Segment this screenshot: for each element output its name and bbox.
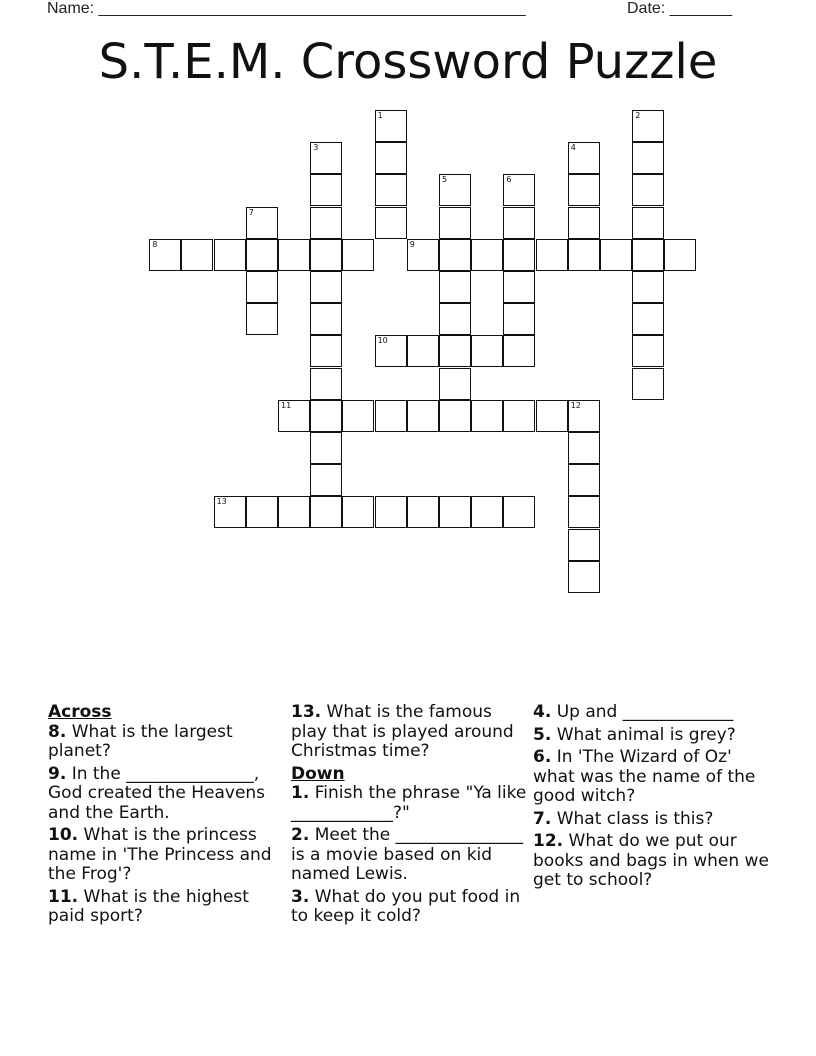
clues-column-3 — [533, 703, 778, 894]
grid-cell[interactable] — [214, 239, 246, 271]
grid-cell[interactable] — [568, 239, 600, 271]
grid-cell[interactable] — [407, 239, 439, 271]
grid-cell[interactable] — [342, 496, 374, 528]
grid-cell[interactable] — [664, 239, 696, 271]
clue-down-4: 4. Up and _____________ — [533, 702, 734, 722]
grid-cell[interactable] — [439, 271, 471, 303]
grid-cell[interactable] — [503, 239, 535, 271]
cell-number: 3 — [313, 143, 319, 153]
clues-column-2 — [291, 703, 527, 930]
cell-number: 5 — [442, 175, 448, 185]
grid-cell[interactable] — [375, 142, 407, 174]
cell-number: 10 — [377, 336, 388, 346]
grid-cell[interactable] — [632, 239, 664, 271]
grid-cell[interactable] — [375, 400, 407, 432]
cell-number: 6 — [506, 175, 512, 185]
grid-cell[interactable] — [568, 432, 600, 464]
clue-across-8: 8. What is the largest planet? — [48, 721, 233, 761]
grid-cell[interactable] — [246, 303, 278, 335]
grid-cell[interactable] — [568, 561, 600, 593]
grid-cell[interactable] — [278, 496, 310, 528]
clue-down-6: 6. In 'The Wizard of Oz' what was the name of the good witch? — [533, 747, 756, 806]
grid-cell[interactable] — [375, 207, 407, 239]
grid-cell[interactable] — [181, 239, 213, 271]
clues-column-1 — [48, 703, 284, 930]
name-field-label: Name: ________________________________________________ — [47, 0, 526, 17]
grid-cell[interactable] — [407, 400, 439, 432]
grid-cell[interactable] — [246, 496, 278, 528]
grid-cell[interactable] — [375, 496, 407, 528]
grid-cell[interactable] — [246, 271, 278, 303]
grid-cell[interactable] — [632, 303, 664, 335]
grid-cell[interactable] — [278, 400, 310, 432]
grid-cell[interactable] — [503, 496, 535, 528]
grid-cell[interactable] — [439, 303, 471, 335]
grid-cell[interactable] — [568, 464, 600, 496]
grid-cell[interactable] — [600, 239, 632, 271]
grid-cell[interactable] — [375, 335, 407, 367]
grid-cell[interactable] — [568, 400, 600, 432]
grid-cell[interactable] — [503, 335, 535, 367]
grid-cell[interactable] — [310, 207, 342, 239]
clue-down-12: 12. What do we put our books and bags in when we get to school? — [533, 831, 769, 890]
cell-number: 1 — [377, 111, 383, 120]
clue-across-10: 10. What is the princess name in 'The Princess and the Frog'? — [48, 825, 272, 884]
clue-down-3: 3. What do you put food in to keep it cold? — [291, 886, 521, 926]
grid-cell[interactable] — [342, 239, 374, 271]
grid-cell[interactable] — [310, 464, 342, 496]
grid-cell[interactable] — [310, 142, 342, 174]
cell-number: 2 — [635, 111, 641, 120]
clue-across-11: 11. What is the highest paid sport? — [48, 886, 249, 926]
grid-cell[interactable] — [568, 174, 600, 206]
grid-cell[interactable] — [439, 335, 471, 367]
grid-cell[interactable] — [632, 207, 664, 239]
cell-number: 11 — [281, 400, 292, 410]
grid-cell[interactable] — [632, 335, 664, 367]
grid-cell[interactable] — [310, 239, 342, 271]
grid-cell[interactable] — [375, 110, 407, 142]
grid-cell[interactable] — [310, 496, 342, 528]
grid-cell[interactable] — [310, 335, 342, 367]
clue-across-9: 9. In the _______________, God created the Heavens and the Earth. — [48, 763, 266, 823]
grid-cell[interactable] — [568, 529, 600, 561]
grid-cell[interactable] — [310, 174, 342, 206]
grid-cell[interactable] — [407, 335, 439, 367]
grid-cell[interactable] — [632, 271, 664, 303]
across-heading: Across — [48, 702, 112, 722]
clue-down-7: 7. What class is this? — [533, 808, 714, 829]
grid-cell[interactable] — [568, 496, 600, 528]
grid-cell[interactable] — [375, 174, 407, 206]
cell-number: 12 — [570, 400, 581, 410]
grid-cell[interactable] — [503, 174, 535, 206]
grid-cell[interactable] — [632, 368, 664, 400]
grid-cell[interactable] — [149, 239, 181, 271]
grid-cell[interactable] — [310, 271, 342, 303]
grid-cell[interactable] — [407, 496, 439, 528]
cell-number: 7 — [248, 207, 254, 217]
clue-down-1: 1. Finish the phrase "Ya like ____________?" — [291, 783, 527, 823]
grid-cell[interactable] — [632, 110, 664, 142]
grid-cell[interactable] — [503, 303, 535, 335]
page-title: S.T.E.M. Crossword Puzzle — [98, 34, 718, 90]
grid-cell[interactable] — [503, 400, 535, 432]
clue-across-13: 13. What is the famous play that is played around Christmas time? — [291, 702, 514, 761]
grid-cell[interactable] — [471, 496, 503, 528]
grid-cell[interactable] — [471, 335, 503, 367]
cell-number: 13 — [216, 497, 227, 507]
grid-cell[interactable] — [310, 368, 342, 400]
cell-number: 8 — [152, 239, 158, 249]
grid-cell[interactable] — [214, 496, 246, 528]
grid-cell[interactable] — [439, 207, 471, 239]
cell-number: 4 — [570, 143, 576, 153]
grid-cell[interactable] — [246, 239, 278, 271]
grid-cell[interactable] — [246, 207, 278, 239]
grid-cell[interactable] — [439, 239, 471, 271]
grid-cell[interactable] — [310, 303, 342, 335]
clue-down-5: 5. What animal is grey? — [533, 724, 736, 745]
grid-cell[interactable] — [471, 400, 503, 432]
grid-cell[interactable] — [439, 368, 471, 400]
grid-cell[interactable] — [632, 142, 664, 174]
grid-cell[interactable] — [471, 239, 503, 271]
grid-cell[interactable] — [632, 174, 664, 206]
grid-cell[interactable] — [568, 207, 600, 239]
grid-cell[interactable] — [310, 400, 342, 432]
grid-cell[interactable] — [310, 432, 342, 464]
grid-cell[interactable] — [439, 496, 471, 528]
down-heading: Down — [291, 763, 345, 784]
grid-cell[interactable] — [503, 271, 535, 303]
cell-number: 9 — [409, 239, 415, 249]
grid-cell[interactable] — [568, 142, 600, 174]
clue-down-2: 2. Meet the _______________ is a movie based on kid named Lewis. — [291, 825, 524, 884]
grid-cell[interactable] — [342, 400, 374, 432]
grid-cell[interactable] — [439, 400, 471, 432]
grid-cell[interactable] — [278, 239, 310, 271]
grid-cell[interactable] — [503, 207, 535, 239]
grid-cell[interactable] — [439, 174, 471, 206]
date-field-label: Date: _______ — [627, 0, 732, 17]
grid-cell[interactable] — [536, 239, 568, 271]
grid-cell[interactable] — [536, 400, 568, 432]
